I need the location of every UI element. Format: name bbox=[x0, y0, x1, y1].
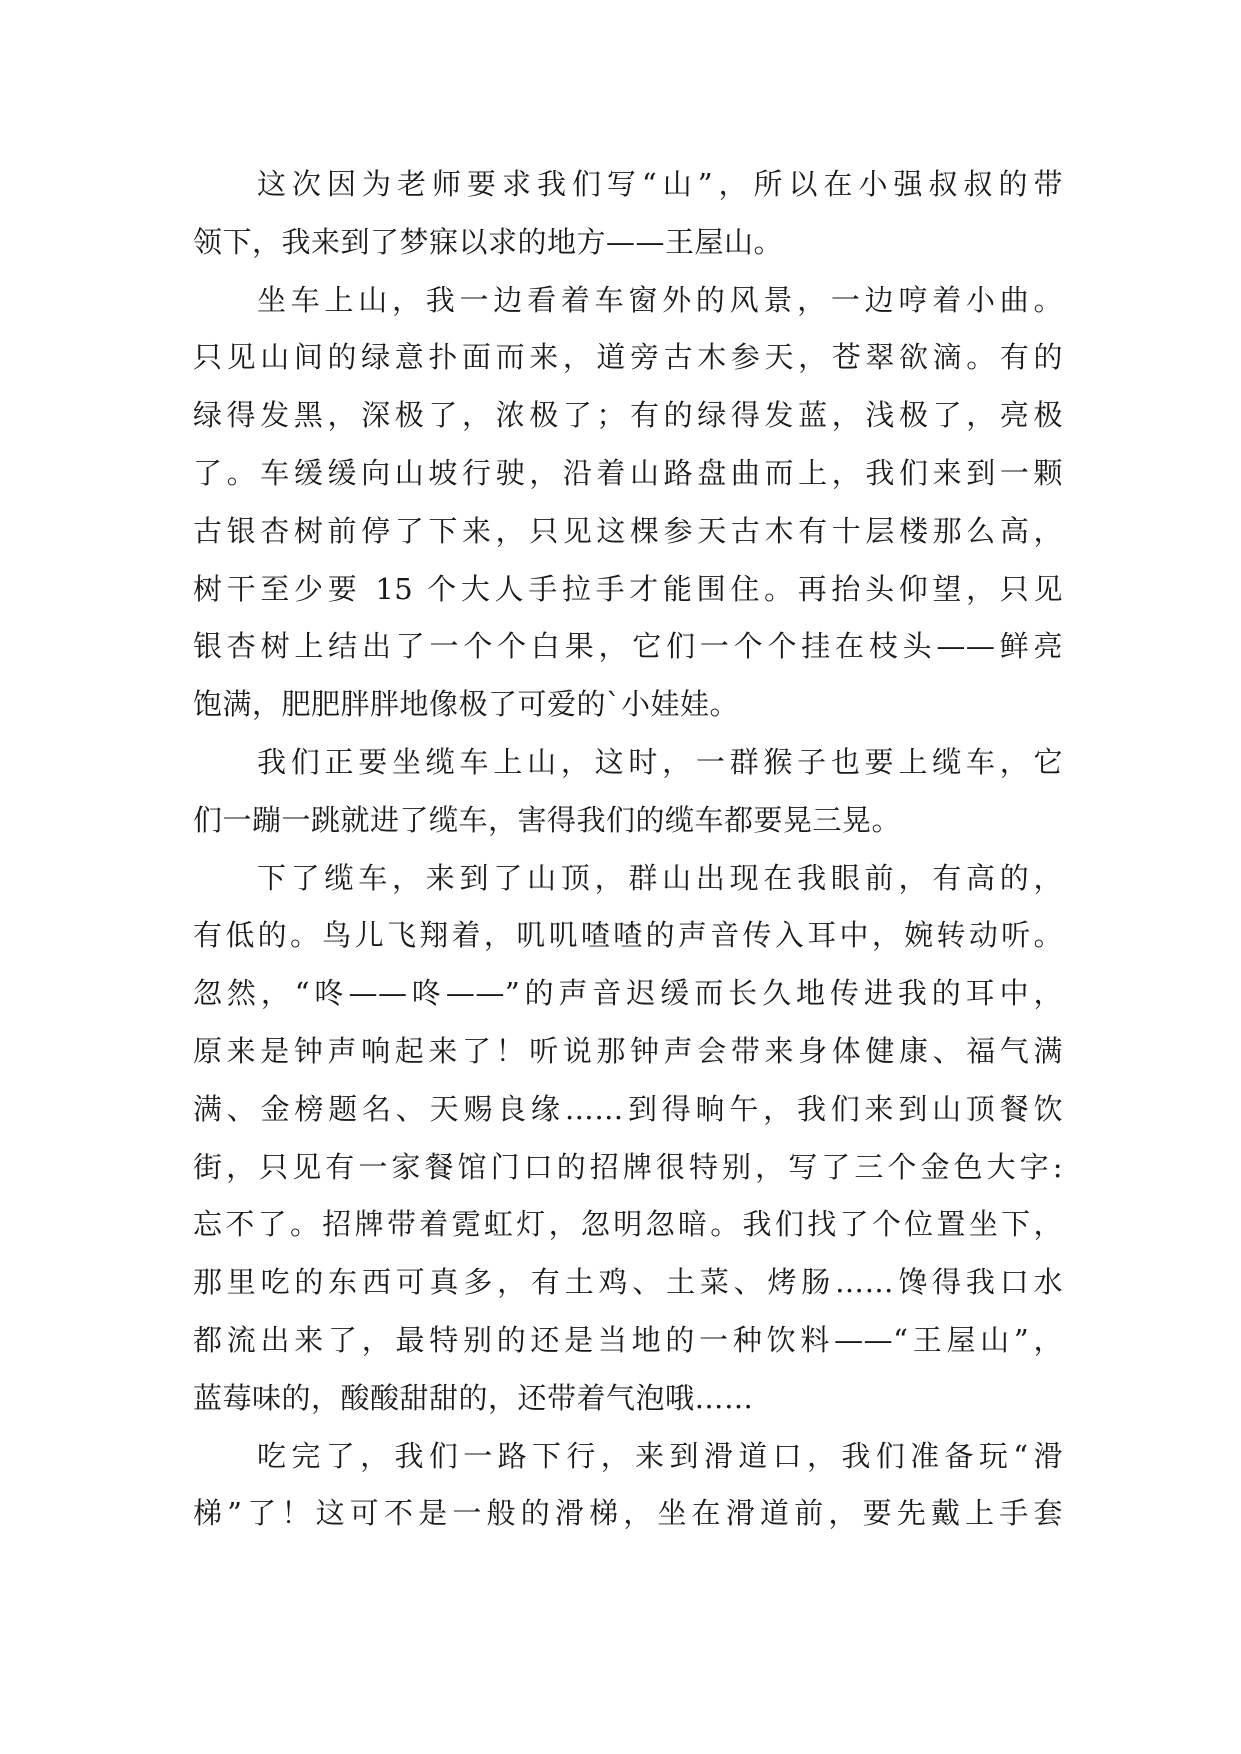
paragraph-line: 领下，我来到了梦寐以求的地方——王屋山。 bbox=[193, 224, 784, 259]
paragraph-line: 街，只见有一家餐馆门口的招牌很特别，写了三个金色大字: bbox=[193, 1149, 1063, 1184]
paragraph-line: 吃完了，我们一路下行，来到滑道口，我们准备玩“滑 bbox=[257, 1438, 1063, 1473]
paragraph-line: 坐车上山，我一边看着车窗外的风景，一边哼着小曲。 bbox=[257, 282, 1063, 317]
paragraph-line: 忘不了。招牌带着霓虹灯，忽明忽暗。我们找了个位置坐下， bbox=[193, 1207, 1063, 1242]
paragraph-line: 满、金榜题名、天赐良缘……到得晌午，我们来到山顶餐饮 bbox=[193, 1091, 1063, 1126]
paragraph-line: 原来是钟声响起来了！听说那钟声会带来身体健康、福气满 bbox=[193, 1033, 1063, 1068]
paragraph-line: 都流出来了，最特别的还是当地的一种饮料——“王屋山”， bbox=[193, 1322, 1063, 1357]
paragraph-line: 那里吃的东西可真多，有土鸡、土菜、烤肠……馋得我口水 bbox=[193, 1265, 1063, 1300]
paragraph-line: 银杏树上结出了一个个白果，它们一个个挂在枝头——鲜亮 bbox=[193, 629, 1063, 664]
paragraph-line: 饱满，肥肥胖胖地像极了可爱的`小娃娃。 bbox=[193, 687, 740, 722]
paragraph-line: 了。车缓缓向山坡行驶，沿着山路盘曲而上，我们来到一颗 bbox=[193, 455, 1063, 490]
paragraph-line: 下了缆车，来到了山顶，群山出现在我眼前，有高的， bbox=[257, 860, 1063, 895]
paragraph-line: 忽然，“咚——咚——”的声音迟缓而长久地传进我的耳中， bbox=[193, 976, 1063, 1011]
paragraph-line: 古银杏树前停了下来，只见这棵参天古木有十层楼那么高， bbox=[193, 513, 1063, 548]
paragraph-line: 们一蹦一跳就进了缆车，害得我们的缆车都要晃三晃。 bbox=[193, 802, 902, 837]
paragraph-line: 我们正要坐缆车上山，这时，一群猴子也要上缆车，它 bbox=[257, 744, 1063, 779]
paragraph-line: 这次因为老师要求我们写“山”，所以在小强叔叔的带 bbox=[257, 167, 1063, 201]
essay-body bbox=[193, 156, 1063, 1543]
paragraph-line: 有低的。鸟儿飞翔着，叽叽喳喳的声音传入耳中，婉转动听。 bbox=[193, 918, 1063, 953]
paragraph-line: 树干至少要 15 个大人手拉手才能围住。再抬头仰望，只见 bbox=[193, 571, 1063, 606]
paragraph-line: 蓝莓味的，酸酸甜甜的，还带着气泡哦…… bbox=[193, 1380, 754, 1415]
paragraph-line: 梯”了！这可不是一般的滑梯，坐在滑道前，要先戴上手套 bbox=[193, 1496, 1063, 1531]
paragraph-line: 绿得发黑，深极了，浓极了；有的绿得发蓝，浅极了，亮极 bbox=[193, 398, 1063, 433]
paragraph-line: 只见山间的绿意扑面而来，道旁古木参天，苍翠欲滴。有的 bbox=[193, 340, 1063, 375]
